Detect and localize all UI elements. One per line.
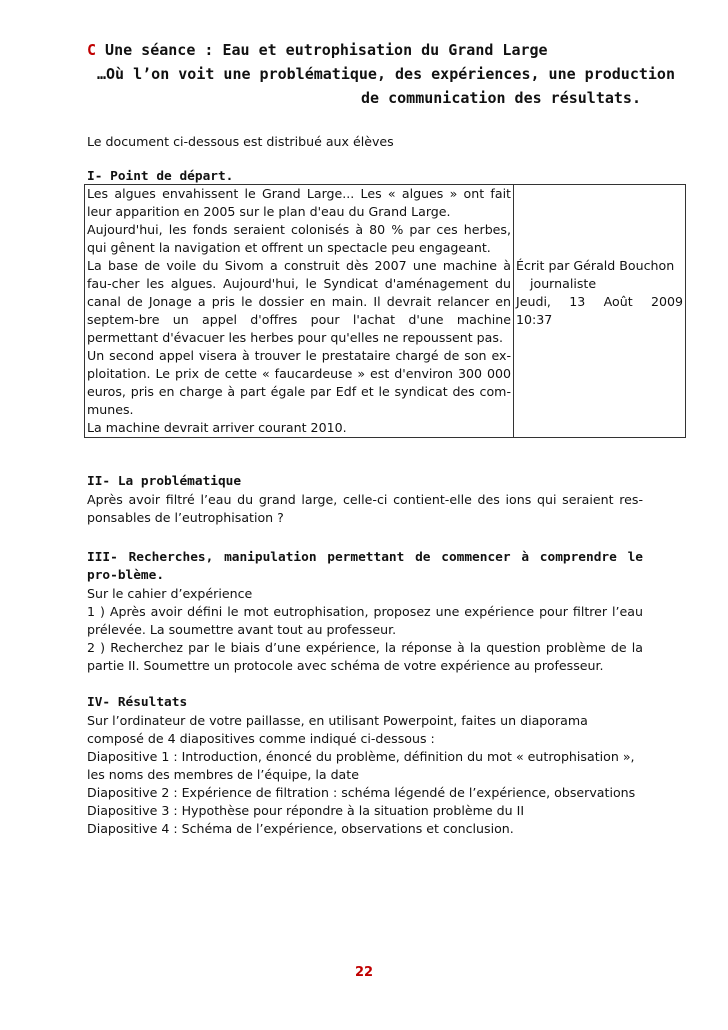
article-paragraph: Aujourd'hui, les fonds seraient colonisés à 80 % par ces herbes, qui gênent la navigation et offrent un spectacle peu engageant. bbox=[87, 222, 511, 255]
section-4-intro: Sur l’ordinateur de votre paillasse, en utilisant Powerpoint, faites un diaporama composé de 4 diapositives comme indiqué ci-dessous : bbox=[87, 713, 588, 746]
title-line bbox=[87, 38, 647, 62]
intro-sentence: Le document ci-dessous est distribué aux élèves bbox=[87, 134, 394, 149]
section-3-line: 2 ) Recherchez par le biais d’une expérience, la réponse à la question problème de la partie II. Soumettre un protocole avec schéma de votre expérience au professeur. bbox=[87, 640, 643, 673]
section-3 bbox=[87, 549, 643, 675]
article-paragraph: La machine devrait arriver courant 2010. bbox=[87, 420, 347, 435]
section-letter: C bbox=[87, 41, 97, 59]
title-main: Une séance : Eau et eutrophisation du Grand Large bbox=[96, 41, 548, 59]
subtitle-line-2: de communication des résultats. bbox=[361, 89, 641, 107]
page-number: 22 bbox=[354, 965, 374, 980]
article-date: Jeudi, 13 Août 2009 bbox=[516, 294, 683, 309]
document-title bbox=[87, 38, 675, 110]
section-1-heading: I- Point de départ. bbox=[87, 169, 234, 184]
section-2-text: Après avoir filtré l’eau du grand large, celle-ci contient-elle des ions qui seraient res-ponsables de l’eutrophisation ? bbox=[87, 492, 643, 525]
slide-item: Diapositive 3 : Hypothèse pour répondre à la situation problème du II bbox=[87, 803, 525, 818]
section-3-line: 1 ) Après avoir défini le mot eutrophisation, proposez une expérience pour filtrer l’eau prélevée. La soumettre avant tout au professeur. bbox=[87, 604, 643, 637]
article-paragraph: La base de voile du Sivom a construit dès 2007 une machine à fau-cher les algues. Aujourd'hui, le Syndicat d'aménagement du canal de Jonage a pris le dossier en main. Il devrait relancer en septem-bre un appel d'offres pour l'achat d'une machine permettant d'évacuer les herbes pour qu'elles ne repoussent pas. bbox=[87, 258, 511, 345]
article-paragraph: Les algues envahissent le Grand Large... Les « algues » ont fait leur apparition en 2005 sur le plan d'eau du Grand Large. bbox=[87, 186, 511, 219]
section-2 bbox=[87, 473, 643, 527]
article-time: 10:37 bbox=[516, 312, 553, 327]
article-meta-cell bbox=[514, 185, 686, 438]
section-3-line: Sur le cahier d’expérience bbox=[87, 586, 253, 601]
article-cell bbox=[85, 185, 514, 438]
section-2-heading: II- La problématique bbox=[87, 474, 242, 489]
slide-item: Diapositive 4 : Schéma de l’expérience, observations et conclusion. bbox=[87, 821, 514, 836]
article-author: Écrit par Gérald Bouchon bbox=[516, 258, 675, 273]
section-4 bbox=[87, 694, 647, 838]
section-4-heading: IV- Résultats bbox=[87, 695, 188, 710]
slide-item: Diapositive 2 : Expérience de filtration : schéma légendé de l’expérience, observations bbox=[87, 785, 636, 800]
article-paragraph: Un second appel visera à trouver le prestataire chargé de son ex-ploitation. Le prix de cette « faucardeuse » est d'environ 300 000 euros, pris en charge à part égale par Edf et le syndicat des com-munes. bbox=[87, 348, 511, 417]
section-3-heading: III- Recherches, manipulation permettant de commencer à comprendre le pro-blème. bbox=[87, 550, 643, 583]
slide-item: Diapositive 1 : Introduction, énoncé du problème, définition du mot « eutrophisation », les noms des membres de l’équipe, la date bbox=[87, 749, 635, 782]
article-table bbox=[84, 184, 686, 438]
subtitle-line-1: …Où l’on voit une problématique, des expériences, une production bbox=[97, 65, 675, 83]
article-author-role: journaliste bbox=[530, 276, 597, 291]
